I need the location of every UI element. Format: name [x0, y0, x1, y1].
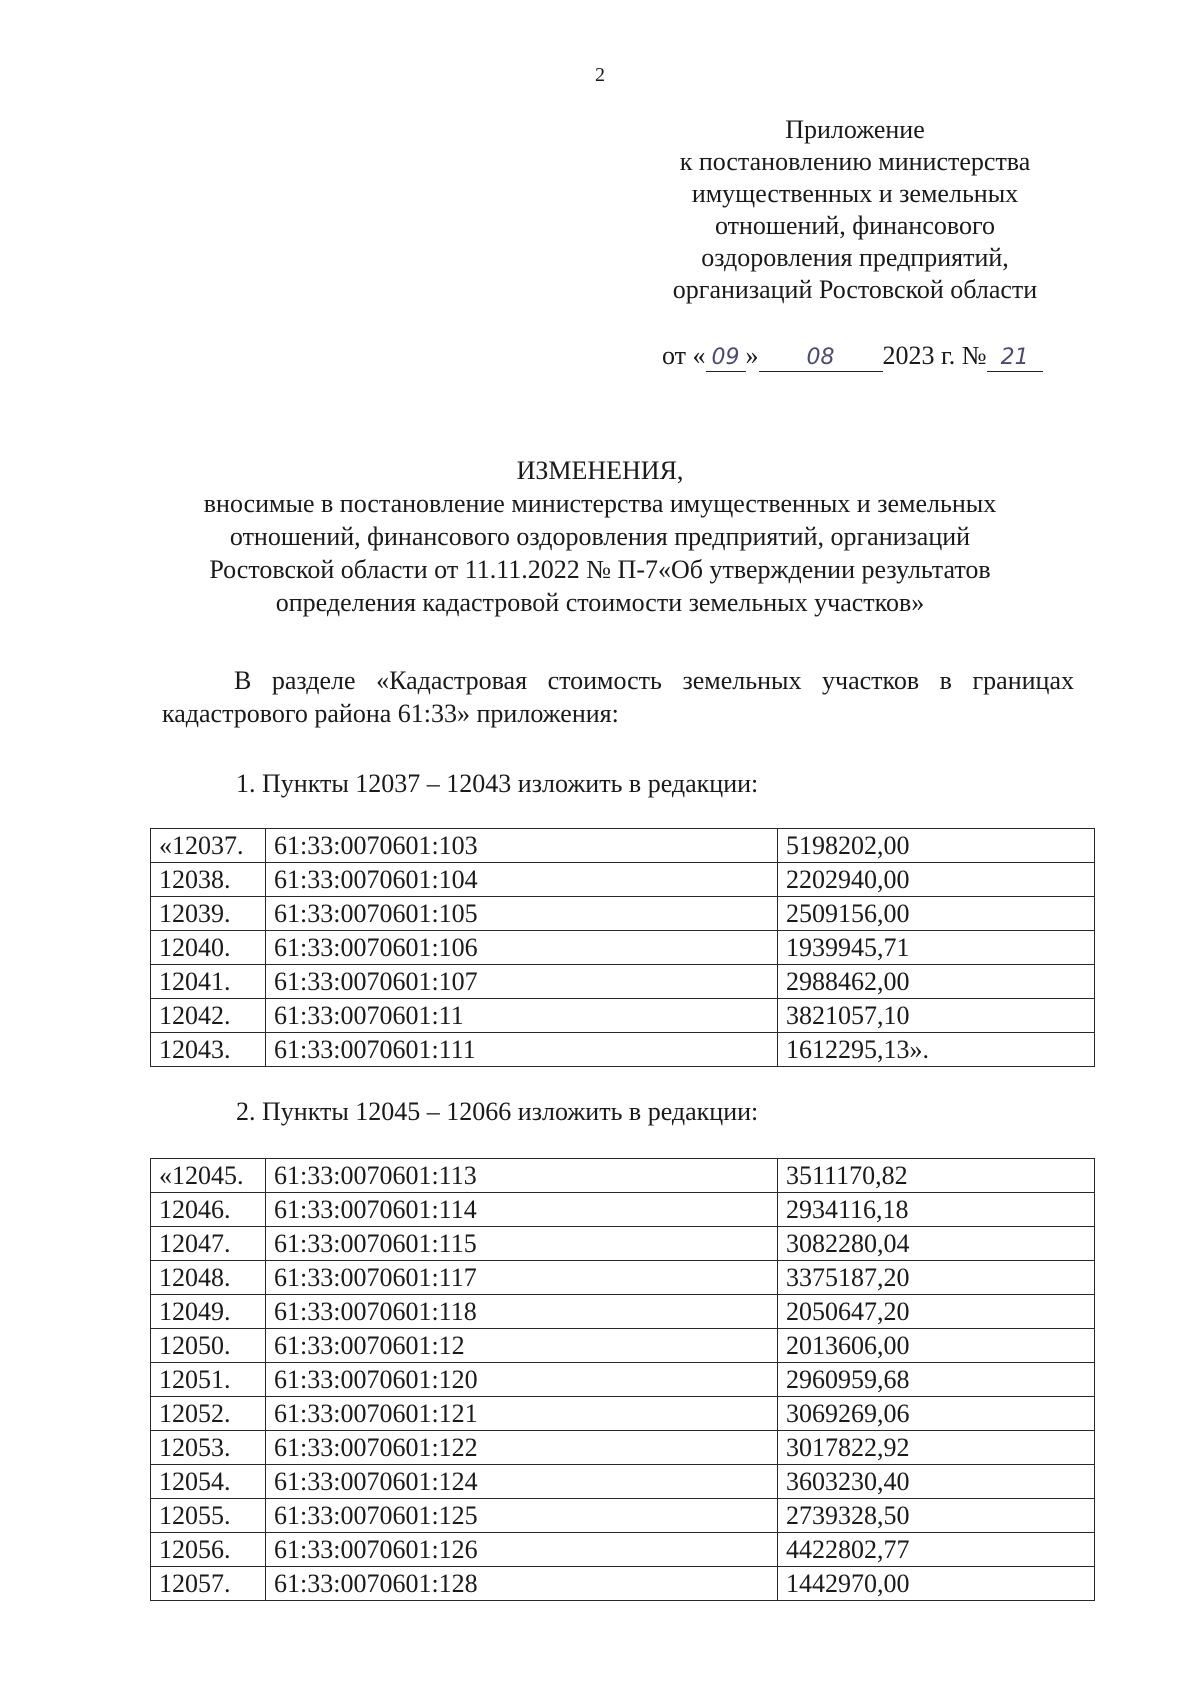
annex-line: Приложение: [785, 115, 925, 144]
annex-line: оздоровления предприятий,: [701, 243, 1009, 272]
table-row: [151, 1533, 1095, 1567]
cadastral-number: 61:33:0070601:120: [266, 1363, 778, 1397]
row-number: 12039.: [151, 897, 266, 931]
cadastral-number: 61:33:0070601:115: [266, 1227, 778, 1261]
cadastral-value: 5198202,00: [778, 829, 1095, 863]
table-row: [151, 999, 1095, 1033]
cadastral-value: 2013606,00: [778, 1329, 1095, 1363]
cadastral-number: 61:33:0070601:124: [266, 1465, 778, 1499]
cadastral-number: 61:33:0070601:104: [266, 863, 778, 897]
table-row: [151, 1567, 1095, 1601]
row-number: 12043.: [151, 1033, 266, 1067]
cadastral-number: 61:33:0070601:126: [266, 1533, 778, 1567]
row-number: 12042.: [151, 999, 266, 1033]
cadastral-number: 61:33:0070601:113: [266, 1159, 778, 1193]
table-row: [151, 1329, 1095, 1363]
row-number: «12037.: [151, 829, 266, 863]
row-number: 12055.: [151, 1499, 266, 1533]
table-row: [151, 1159, 1095, 1193]
annex-line: к постановлению министерства: [679, 147, 1031, 176]
date-mid: »: [745, 341, 759, 370]
annex-date-line: [662, 340, 1102, 372]
table-row: [151, 897, 1095, 931]
annex-line: имущественных и земельных: [691, 179, 1019, 208]
date-prefix: от «: [662, 341, 706, 370]
cadastral-value: 2202940,00: [778, 863, 1095, 897]
cadastral-value: 2960959,68: [778, 1363, 1095, 1397]
item-2-table: [150, 1158, 1095, 1601]
cadastral-number: 61:33:0070601:125: [266, 1499, 778, 1533]
row-number: 12048.: [151, 1261, 266, 1295]
cadastral-value: 2050647,20: [778, 1295, 1095, 1329]
cadastral-value: 1612295,13».: [778, 1033, 1095, 1067]
cadastral-number: 61:33:0070601:111: [266, 1033, 778, 1067]
cadastral-number: 61:33:0070601:122: [266, 1431, 778, 1465]
cadastral-number: 61:33:0070601:117: [266, 1261, 778, 1295]
cadastral-value: 3511170,82: [778, 1159, 1095, 1193]
row-number: 12052.: [151, 1397, 266, 1431]
cadastral-number: 61:33:0070601:106: [266, 931, 778, 965]
row-number: 12056.: [151, 1533, 266, 1567]
annex-line: отношений, финансового: [714, 211, 996, 240]
table-row: [151, 1227, 1095, 1261]
table-row: [151, 1431, 1095, 1465]
decree-number-handwritten: 21: [987, 345, 1043, 372]
table-row: [151, 1261, 1095, 1295]
cadastral-number: 61:33:0070601:11: [266, 999, 778, 1033]
row-number: 12047.: [151, 1227, 266, 1261]
cadastral-value: 4422802,77: [778, 1533, 1095, 1567]
cadastral-value: 3069269,06: [778, 1397, 1095, 1431]
cadastral-number: 61:33:0070601:114: [266, 1193, 778, 1227]
cadastral-number: 61:33:0070601:118: [266, 1295, 778, 1329]
table-row: [151, 1397, 1095, 1431]
title-line: вносимые в постановление министерства имущественных и земельных: [203, 489, 997, 518]
annex-line: организаций Ростовской области: [672, 275, 1038, 304]
row-number: 12041.: [151, 965, 266, 999]
intro-line-1: В разделе «Кадастровая стоимость земельных участков в границах: [234, 666, 1074, 695]
cadastral-value: 3821057,10: [778, 999, 1095, 1033]
title-line: Ростовской области от 11.11.2022 № П-7«Об утверждении результатов: [209, 555, 991, 584]
table-row: [151, 1193, 1095, 1227]
intro-line-2: кадастрового района 61:33» приложения:: [162, 699, 619, 728]
row-number: 12054.: [151, 1465, 266, 1499]
row-number: 12053.: [151, 1431, 266, 1465]
cadastral-value: 3017822,92: [778, 1431, 1095, 1465]
title-heading: ИЗМЕНЕНИЯ,: [516, 456, 684, 485]
table-row: [151, 1033, 1095, 1067]
cadastral-number: 61:33:0070601:128: [266, 1567, 778, 1601]
cadastral-number: 61:33:0070601:107: [266, 965, 778, 999]
row-number: «12045.: [151, 1159, 266, 1193]
cadastral-number: 61:33:0070601:121: [266, 1397, 778, 1431]
table-row: [151, 1363, 1095, 1397]
cadastral-value: 1939945,71: [778, 931, 1095, 965]
page-number: 2: [595, 64, 605, 86]
date-day-handwritten: 09: [706, 345, 746, 372]
table-row: [151, 965, 1095, 999]
table-row: [151, 829, 1095, 863]
row-number: 12049.: [151, 1295, 266, 1329]
document-title: [150, 454, 1050, 619]
table-row: [151, 1295, 1095, 1329]
cadastral-value: 3082280,04: [778, 1227, 1095, 1261]
cadastral-number: 61:33:0070601:105: [266, 897, 778, 931]
table-row: [151, 863, 1095, 897]
item-1-heading: 1. Пункты 12037 – 12043 изложить в редакции:: [236, 769, 759, 798]
intro-paragraph: [162, 664, 1074, 730]
row-number: 12046.: [151, 1193, 266, 1227]
annex-block: [640, 114, 1070, 306]
table-row: [151, 1499, 1095, 1533]
cadastral-number: 61:33:0070601:103: [266, 829, 778, 863]
cadastral-value: 2739328,50: [778, 1499, 1095, 1533]
cadastral-value: 2509156,00: [778, 897, 1095, 931]
row-number: 12057.: [151, 1567, 266, 1601]
date-year: 2023 г. №: [882, 341, 987, 370]
row-number: 12050.: [151, 1329, 266, 1363]
table-row: [151, 1465, 1095, 1499]
title-line: определения кадастровой стоимости земельных участков»: [275, 588, 925, 617]
table-row: [151, 931, 1095, 965]
row-number: 12051.: [151, 1363, 266, 1397]
item-1-table: [150, 828, 1095, 1067]
title-line: отношений, финансового оздоровления предприятий, организаций: [229, 522, 971, 551]
cadastral-value: 1442970,00: [778, 1567, 1095, 1601]
cadastral-value: 3375187,20: [778, 1261, 1095, 1295]
item-2-heading: 2. Пункты 12045 – 12066 изложить в редакции:: [236, 1097, 759, 1126]
cadastral-value: 2988462,00: [778, 965, 1095, 999]
cadastral-value: 2934116,18: [778, 1193, 1095, 1227]
date-month-handwritten: 08: [759, 345, 883, 372]
cadastral-number: 61:33:0070601:12: [266, 1329, 778, 1363]
cadastral-value: 3603230,40: [778, 1465, 1095, 1499]
row-number: 12038.: [151, 863, 266, 897]
row-number: 12040.: [151, 931, 266, 965]
